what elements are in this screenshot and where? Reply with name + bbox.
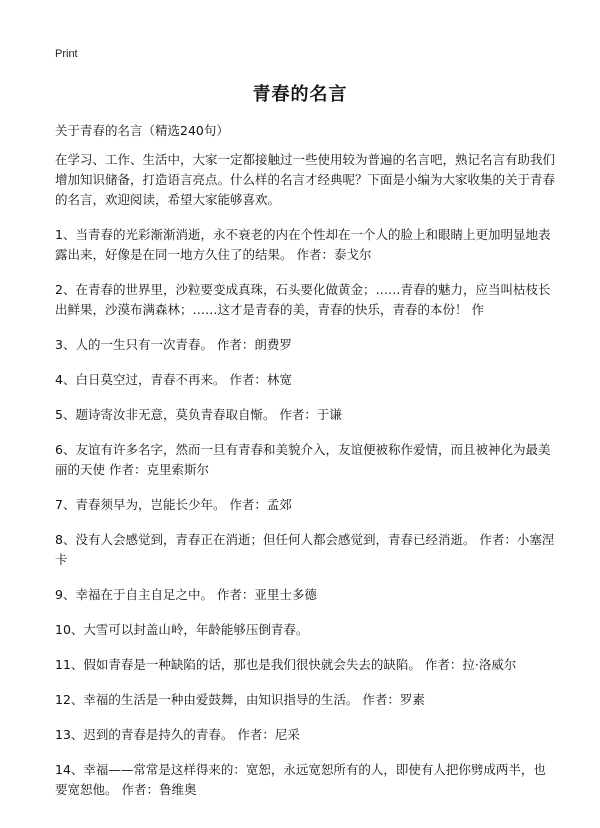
quote-item: 2、在青春的世界里，沙粒要变成真珠，石头要化做黄金；……青春的魅力，应当叫枯枝长出鲜果，沙漠布满森林；……这才是青春的美，青春的快乐，青春的本份！ 作 [55, 282, 551, 317]
quote-item: 1、当青春的光彩渐渐消逝，永不衰老的内在个性却在一个人的脸上和眼睛上更加明显地表露出来，好像是在同一地方久住了的结果。 作者：泰戈尔 [55, 227, 551, 262]
quote-item: 11、假如青春是一种缺陷的话，那也是我们很快就会失去的缺陷。 作者：拉·洛威尔 [55, 657, 517, 672]
quote-item: 10、大雪可以封盖山岭，年龄能够压倒青春。 [55, 622, 309, 637]
quote-item: 14、幸福——常常是这样得来的：宽恕，永远宽恕所有的人，即使有人把你劈成两半，也要宽恕他。 作者：鲁维奥 [55, 762, 546, 797]
page-title: 青春的名言 [252, 84, 348, 105]
intro-paragraph: 在学习、工作、生活中，大家一定都接触过一些使用较为普遍的名言吧，熟记名言有助我们增加知识储备，打造语言亮点。什么样的名言才经典呢？下面是小编为大家收集的关于青春的名言，欢迎阅读，希望大家能够喜欢。 [55, 152, 556, 207]
document-subtitle: 关于青春的名言（精选240句） [55, 123, 229, 138]
quote-item: 6、友谊有许多名字，然而一旦有青春和美貌介入，友谊便被称作爱情，而且被神化为最美丽的天使 作者：克里索斯尔 [55, 442, 551, 477]
quote-item: 9、幸福在于自主自足之中。 作者：亚里士多德 [55, 587, 317, 602]
quote-item: 8、没有人会感觉到，青春正在消逝；但任何人都会感觉到，青春已经消逝。 作者：小塞涅卡 [55, 532, 555, 567]
document-body [55, 150, 555, 815]
quote-item: 7、青春须早为，岂能长少年。 作者：孟郊 [55, 497, 292, 512]
print-label: Print [55, 48, 78, 60]
quote-item: 5、题诗寄汝非无意，莫负青春取自惭。 作者：于谦 [55, 407, 342, 422]
quote-item: 13、迟到的青春是持久的青春。 作者：尼采 [55, 727, 300, 742]
quote-item: 12、幸福的生活是一种由爱鼓舞，由知识指导的生活。 作者：罗素 [55, 692, 425, 707]
quote-item: 3、人的一生只有一次青春。 作者：朗费罗 [55, 337, 292, 352]
quote-item: 4、白日莫空过，青春不再来。 作者：林宽 [55, 372, 292, 387]
